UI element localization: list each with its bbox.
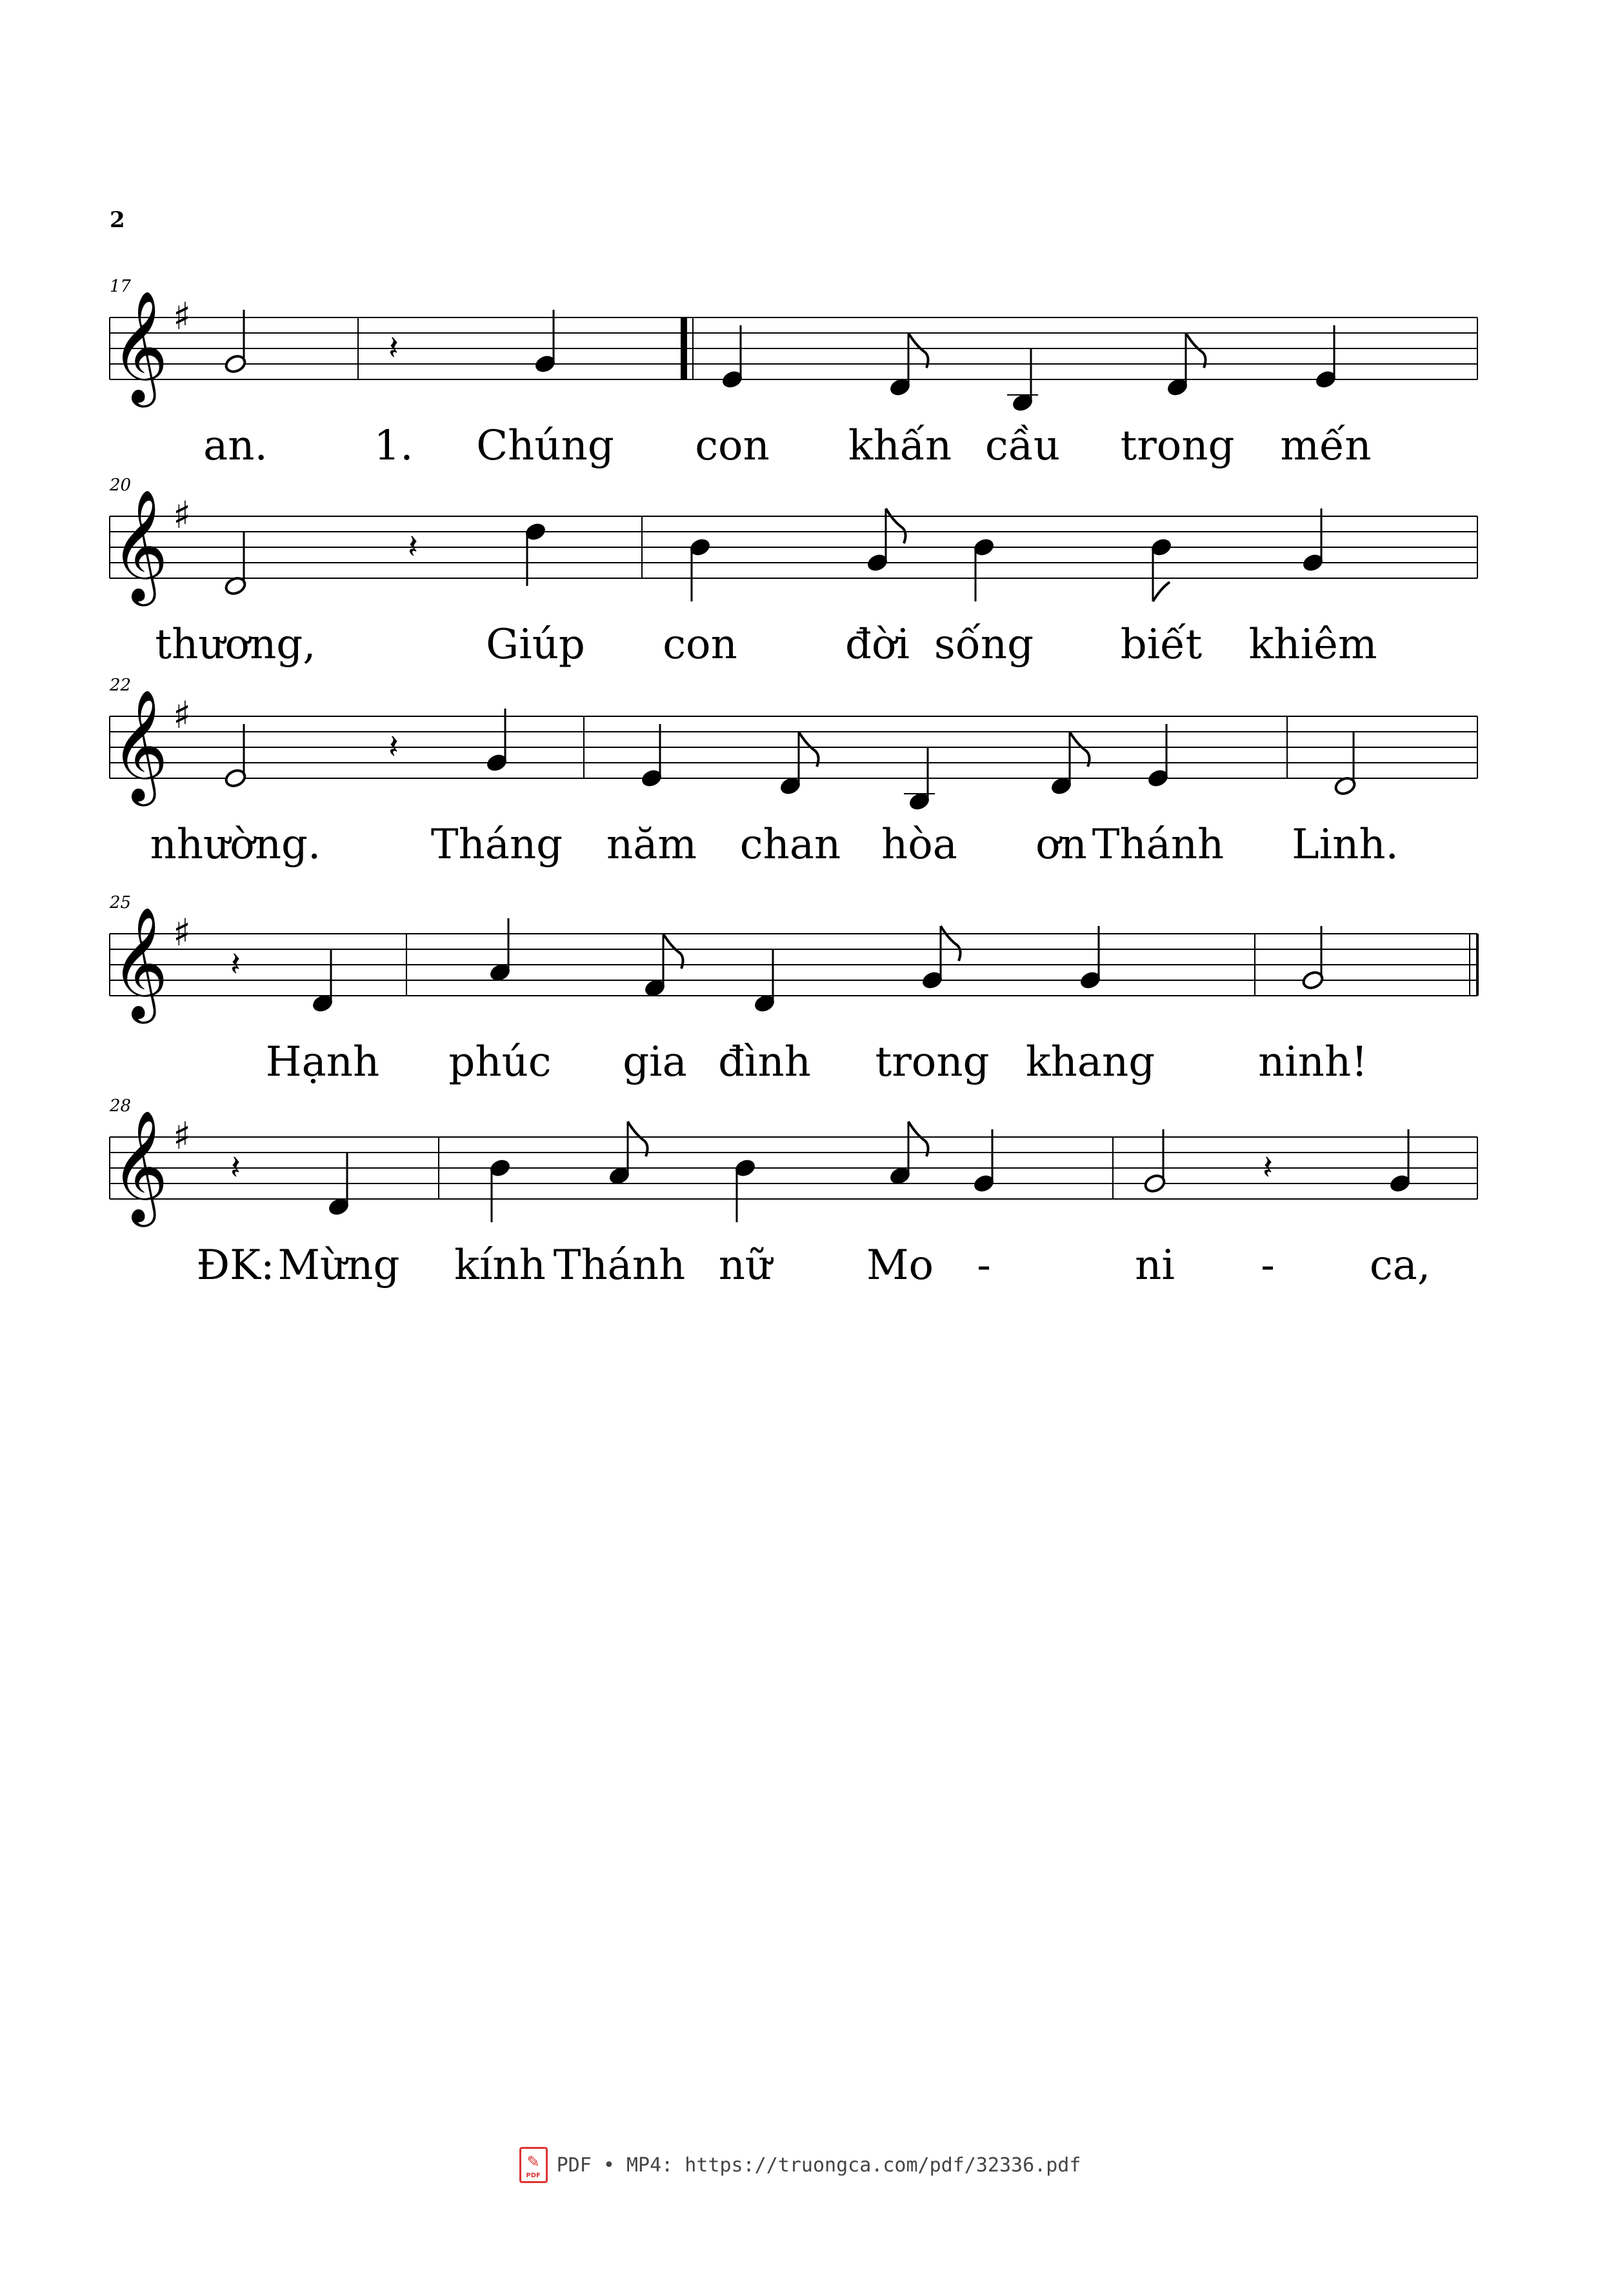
quarter-rest-icon: 𝄽 [388,328,399,368]
lyric-syllable: sống [934,621,1034,669]
treble-clef-icon: 𝄞 [111,907,168,1019]
footer [0,2146,1600,2184]
measure-number: 25 [110,893,132,912]
lyric-syllable: khiêm [1248,621,1377,669]
lyric-syllable: mến [1280,422,1372,470]
note-flag [628,1122,648,1156]
note-flag [941,926,961,961]
lyric-syllable: con [663,621,737,669]
lyric-syllable: nữ [718,1242,772,1289]
treble-clef-icon: 𝄞 [111,1110,168,1222]
lyric-syllable: năm [606,821,697,869]
quarter-rest-icon: 𝄽 [1263,1148,1273,1187]
key-sharp-icon: ♯ [173,911,192,954]
key-sharp-icon: ♯ [173,693,192,737]
lyric-syllable: ơn [1035,821,1087,869]
lyric-syllable: Mừng [277,1242,400,1289]
treble-clef-icon: 𝄞 [111,489,168,601]
lyric-syllable: đời [845,621,910,669]
measure-number: 20 [110,476,132,495]
measure-number: 22 [110,676,132,695]
lyric-syllable: khang [1025,1038,1155,1086]
lyric-syllable: gia [623,1038,687,1086]
lyric-syllable: Tháng [430,821,563,869]
key-sharp-icon: ♯ [173,1114,192,1158]
lyric-syllable: biết [1120,621,1203,669]
note-flag [799,732,819,767]
lyric-syllable: khấn [848,422,952,470]
lyric-syllable: ca, [1369,1242,1431,1289]
note-flag [908,1122,928,1156]
page-number: 2 [110,207,125,233]
lyric-syllable: Chúng [476,422,614,470]
treble-clef-icon: 𝄞 [111,290,168,403]
treble-clef-icon: 𝄞 [111,689,168,801]
note-flag [1070,732,1090,767]
lyric-syllable: an. [203,422,268,470]
lyric-syllable: phúc [448,1038,552,1086]
lyric-syllable: ĐK: [196,1242,275,1289]
lyric-syllable: - [977,1242,991,1289]
barline [681,317,687,379]
lyric-syllable: Linh. [1292,821,1399,869]
measure-number: 17 [110,277,132,296]
quarter-rest-icon: 𝄽 [230,945,241,984]
measure-number: 28 [110,1096,132,1116]
lyric-syllable: con [695,422,770,470]
note-flag [663,934,683,969]
lyric-syllable: thương, [155,621,316,669]
note-flag [1186,333,1206,368]
lyric-syllable: hòa [881,821,957,869]
lyric-syllable: Giúp [486,621,585,669]
lyric-syllable: Hạnh [265,1038,380,1086]
key-sharp-icon: ♯ [173,493,192,537]
quarter-rest-icon: 𝄽 [230,1148,241,1187]
lyric-syllable: ni [1135,1242,1175,1289]
note-flag [886,509,906,543]
lyric-syllable: kính [454,1242,546,1289]
footer-link[interactable]: PDF • MP4: https://truongca.com/pdf/32336.pdf [556,2153,1081,2177]
lyric-syllable: ninh! [1258,1038,1368,1086]
lyric-syllable: nhường. [150,821,321,869]
lyric-syllable: Thánh [553,1242,686,1289]
lyric-syllable: chan [739,821,841,869]
lyric-syllable: trong [875,1038,990,1086]
key-sharp-icon: ♯ [173,294,192,338]
note-flag [1153,582,1170,601]
lyric-syllable: trong [1120,422,1235,470]
note-flag [908,333,928,368]
lyric-syllable: Mo [866,1242,934,1289]
quarter-rest-icon: 𝄽 [388,727,399,767]
lyric-syllable: cầu [985,422,1061,470]
quarter-rest-icon: 𝄽 [408,527,418,567]
pdf-file-icon[interactable]: ✎ PDF [519,2147,548,2183]
lyric-syllable: - [1261,1242,1275,1289]
lyric-syllable: 1. [374,422,414,470]
lyric-syllable: Thánh [1092,821,1225,869]
lyric-syllable: đình [718,1038,811,1086]
